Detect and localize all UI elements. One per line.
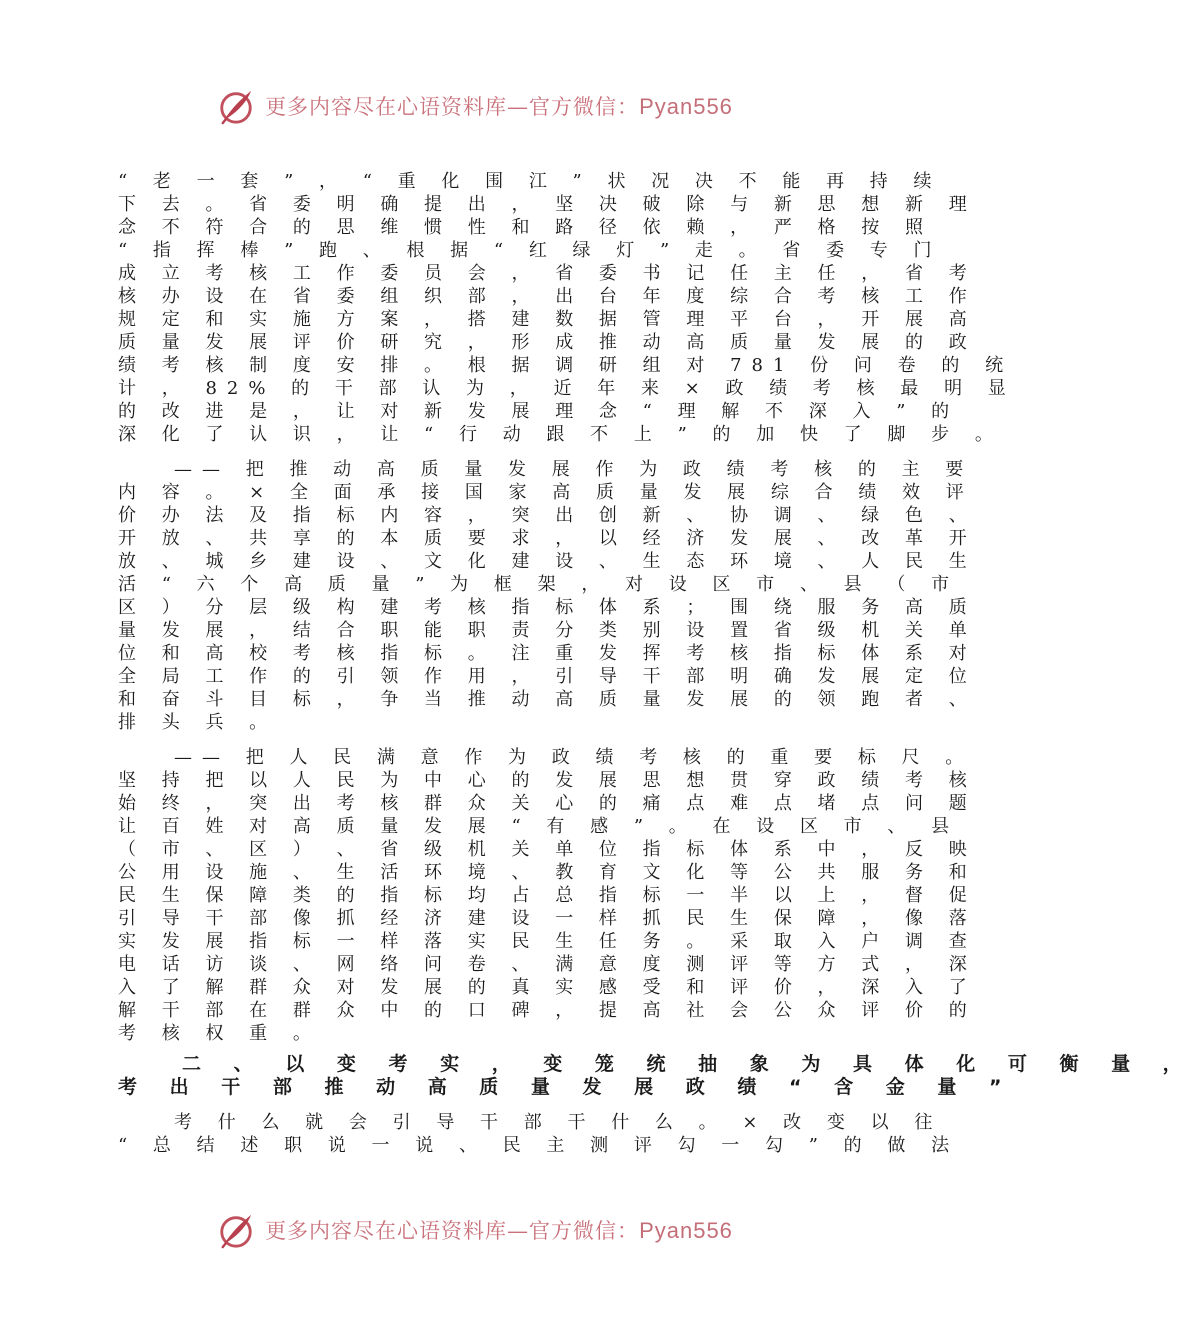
footer-watermark [0,1208,950,1252]
text-line: “ 老 一 套 ” ， “ 重 化 围 江 ” 状 况 决 不 能 再 持 续 [118,171,942,192]
text-line: 公 用 设 施 、 生 活 环 境 、 教 育 文 化 等 公 共 服 务 和 [118,862,977,883]
watermark-wechat-id: Pyan556 [639,94,733,119]
text-line: 电 话 访 谈 、 网 络 问 卷 、 满 意 度 测 评 等 方 式 ， 深 [118,954,977,975]
text-line: 成 立 考 核 工 作 委 员 会 ， 省 委 书 记 任 主 任 ， 省 考 [118,263,977,284]
text-line: 实 发 展 指 标 一 样 落 实 民 生 任 务 。 采 取 入 户 调 查 [118,931,977,952]
text-line: 绩 考 核 制 度 安 排 。 根 据 调 研 组 对 781 份 问 卷 的 统 [118,355,1014,376]
text-line: 放 、 城 乡 建 设 、 文 化 建 设 、 生 态 环 境 、 人 民 生 [118,551,977,572]
heading-line: 二 、 以 变 考 实 ， 变 笼 统 抽 象 为 具 体 化 可 衡 量 ， [118,1053,1195,1075]
text-line: 规 定 和 实 施 方 案 ， 搭 建 数 据 管 理 平 台 ， 开 展 高 [118,309,977,330]
paragraph-1 [118,170,1016,446]
text-line: 内 容 。 × 全 面 承 接 国 家 高 质 量 发 展 综 合 绩 效 评 [118,482,974,503]
text-line: 考 核 权 重 。 [118,1023,321,1044]
text-line: “ 总 结 述 职 说 一 说 、 民 主 测 评 勾 一 勾 ” 的 做 法 [118,1135,960,1156]
text-line: 的 改 进 是 ， 让 对 新 发 展 理 念 “ 理 解 不 深 入 ” 的 [118,401,960,422]
text-line: —— 把 推 动 高 质 量 发 展 作 为 政 绩 考 核 的 主 要 [118,459,974,480]
text-line: 解 干 部 在 群 众 中 的 口 碑 ， 提 高 社 会 公 众 评 价 的 [118,1000,977,1021]
document-body [118,170,1195,1157]
section-heading [118,1053,1195,1099]
paragraph-3 [118,746,977,1045]
text-line: 开 放 、 共 享 的 本 质 要 求 ， 以 经 济 发 展 、 改 革 开 [118,528,977,549]
text-line: （ 市 、 区 ） 、 省 级 机 关 单 位 指 标 体 系 中 ， 反 映 [118,839,977,860]
quill-pen-logo-icon [217,87,255,125]
watermark-text: 更多内容尽在心语资料库—官方微信： [265,95,640,119]
text-line: 入 了 解 群 众 对 发 展 的 真 实 感 受 和 评 价 ， 深 入 了 [118,977,977,998]
text-line: 引 导 干 部 像 抓 经 济 建 设 一 样 抓 民 生 保 障 ， 像 落 [118,908,977,929]
text-line: 活 “ 六 个 高 质 量 ” 为 框 架 ， 对 设 区 市 、 县 （ 市 [118,574,960,595]
text-line: 和 奋 斗 目 标 ， 争 当 推 动 高 质 量 发 展 的 领 跑 者 、 [118,689,977,710]
text-line: “ 指 挥 棒 ” 跑 、 根 据 “ 红 绿 灯 ” 走 。 省 委 专 门 [118,240,942,261]
text-line: 始 终 ， 突 出 考 核 群 众 关 心 的 痛 点 难 点 堵 点 问 题 [118,793,977,814]
paragraph-2 [118,458,977,734]
watermark-wechat-id: Pyan556 [639,1218,733,1243]
paragraph-4 [118,1111,960,1157]
text-line: 计 ， 82% 的 干 部 认 为 ， 近 年 来 × 政 绩 考 核 最 明 显 [118,378,1016,399]
heading-line: 考 出 干 部 推 动 高 质 量 发 展 政 绩 “ 含 金 量 ” [118,1076,1015,1098]
text-line: 质 量 发 展 评 价 研 究 ， 形 成 推 动 高 质 量 发 展 的 政 [118,332,977,353]
text-line: 量 发 展 ， 结 合 职 能 职 责 分 类 别 设 置 省 级 机 关 单 [118,620,977,641]
text-line: 念 不 符 合 的 思 维 惯 性 和 路 径 依 赖 ， 严 格 按 照 [118,217,933,238]
quill-pen-logo-icon [217,1211,255,1249]
text-line: 考 什 么 就 会 引 导 干 部 干 什 么 。 × 改 变 以 往 [118,1112,943,1133]
watermark-text: 更多内容尽在心语资料库—官方微信： [265,1219,640,1243]
text-line: 深 化 了 认 识 ， 让 “ 行 动 跟 不 上 ” 的 加 快 了 脚 步 。 [118,424,1003,445]
text-line: 让 百 姓 对 高 质 量 发 展 “ 有 感 ” 。 在 设 区 市 、 县 [118,816,960,837]
text-line: 坚 持 把 以 人 民 为 中 心 的 发 展 思 想 贯 穿 政 绩 考 核 [118,770,977,791]
text-line: 位 和 高 校 考 核 指 标 。 注 重 发 挥 考 核 指 标 体 系 对 [118,643,977,664]
text-line: 下 去 。 省 委 明 确 提 出 ， 坚 决 破 除 与 新 思 想 新 理 [118,194,977,215]
text-line: 民 生 保 障 类 的 指 标 均 占 总 指 标 一 半 以 上 ， 督 促 [118,885,977,906]
text-line: 排 头 兵 。 [118,712,278,733]
text-line: —— 把 人 民 满 意 作 为 政 绩 考 核 的 重 要 标 尺 。 [118,747,974,768]
text-line: 区 ） 分 层 级 构 建 考 核 指 标 体 系 ； 围 绕 服 务 高 质 [118,597,977,618]
text-line: 全 局 工 作 的 引 领 作 用 ， 引 导 干 部 明 确 发 展 定 位 [118,666,977,687]
text-line: 价 办 法 及 指 标 内 容 ， 突 出 创 新 、 协 调 、 绿 色 、 [118,505,977,526]
header-watermark [0,84,950,128]
text-line: 核 办 设 在 省 委 组 织 部 ， 出 台 年 度 综 合 考 核 工 作 [118,286,977,307]
